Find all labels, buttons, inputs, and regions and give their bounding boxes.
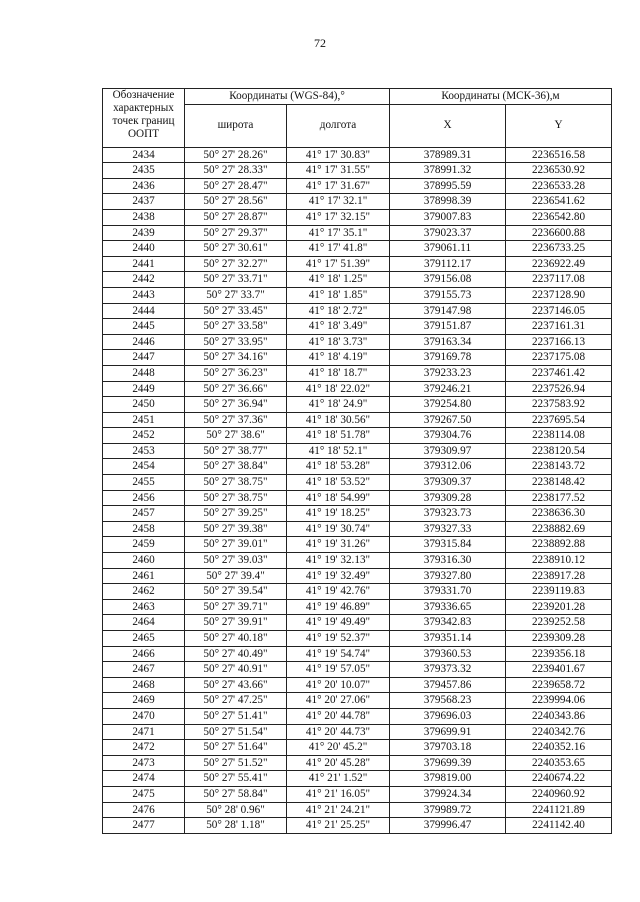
table-row <box>103 724 612 740</box>
x-cell: 379309.28 <box>390 490 506 506</box>
table-row <box>103 568 612 584</box>
point-id-cell: 2446 <box>103 334 185 350</box>
table-row <box>103 506 612 522</box>
latitude-cell: 50° 27' 40.91" <box>185 662 287 678</box>
longitude-cell: 41° 18' 2.72" <box>287 303 390 319</box>
x-cell: 379061.11 <box>390 241 506 257</box>
table-row <box>103 646 612 662</box>
x-cell: 379316.30 <box>390 553 506 569</box>
table-row <box>103 287 612 303</box>
table-row <box>103 631 612 647</box>
y-cell: 2238148.42 <box>506 475 612 491</box>
latitude-cell: 50° 27' 39.38" <box>185 521 287 537</box>
point-id-cell: 2461 <box>103 568 185 584</box>
latitude-cell: 50° 27' 51.52" <box>185 755 287 771</box>
table-row <box>103 740 612 756</box>
table-row <box>103 178 612 194</box>
longitude-cell: 41° 17' 35.1" <box>287 225 390 241</box>
point-id-cell: 2442 <box>103 272 185 288</box>
latitude-cell: 50° 27' 51.41" <box>185 708 287 724</box>
latitude-cell: 50° 27' 38.75" <box>185 490 287 506</box>
x-cell: 379924.34 <box>390 786 506 802</box>
latitude-cell: 50° 27' 39.91" <box>185 615 287 631</box>
longitude-cell: 41° 18' 3.73" <box>287 334 390 350</box>
longitude-cell: 41° 18' 4.19" <box>287 350 390 366</box>
latitude-cell: 50° 27' 47.25" <box>185 693 287 709</box>
y-cell: 2239356.18 <box>506 646 612 662</box>
point-id-cell: 2456 <box>103 490 185 506</box>
latitude-cell: 50° 27' 38.77" <box>185 443 287 459</box>
x-cell: 379351.14 <box>390 631 506 647</box>
point-id-cell: 2477 <box>103 818 185 834</box>
point-id-cell: 2475 <box>103 786 185 802</box>
latitude-cell: 50° 27' 39.54" <box>185 584 287 600</box>
latitude-cell: 50° 27' 28.47" <box>185 178 287 194</box>
table-row <box>103 256 612 272</box>
x-cell: 379568.23 <box>390 693 506 709</box>
latitude-cell: 50° 27' 28.56" <box>185 194 287 210</box>
point-id-cell: 2463 <box>103 599 185 615</box>
latitude-cell: 50° 27' 33.7" <box>185 287 287 303</box>
y-cell: 2239658.72 <box>506 677 612 693</box>
longitude-cell: 41° 18' 24.9" <box>287 397 390 413</box>
longitude-cell: 41° 18' 52.1" <box>287 443 390 459</box>
longitude-cell: 41° 17' 31.67" <box>287 178 390 194</box>
longitude-cell: 41° 18' 53.52" <box>287 475 390 491</box>
y-cell: 2239119.83 <box>506 584 612 600</box>
x-cell: 379155.73 <box>390 287 506 303</box>
longitude-cell: 41° 18' 53.28" <box>287 459 390 475</box>
y-cell: 2239252.58 <box>506 615 612 631</box>
latitude-cell: 50° 27' 39.01" <box>185 537 287 553</box>
y-cell: 2240353.65 <box>506 755 612 771</box>
longitude-cell: 41° 19' 54.74" <box>287 646 390 662</box>
table-row <box>103 802 612 818</box>
longitude-cell: 41° 20' 10.07" <box>287 677 390 693</box>
latitude-cell: 50° 27' 33.95" <box>185 334 287 350</box>
table-row <box>103 490 612 506</box>
x-cell: 379703.18 <box>390 740 506 756</box>
latitude-cell: 50° 27' 33.71" <box>185 272 287 288</box>
page-number: 72 <box>314 36 326 50</box>
x-cell: 379163.34 <box>390 334 506 350</box>
header-msk36-group: Координаты (МСК-36),м <box>390 89 612 105</box>
latitude-cell: 50° 27' 28.87" <box>185 209 287 225</box>
y-cell: 2236530.92 <box>506 163 612 179</box>
latitude-cell: 50° 27' 33.45" <box>185 303 287 319</box>
table-row <box>103 365 612 381</box>
x-cell: 379699.39 <box>390 755 506 771</box>
latitude-cell: 50° 27' 51.64" <box>185 740 287 756</box>
y-cell: 2238910.12 <box>506 553 612 569</box>
longitude-cell: 41° 20' 44.73" <box>287 724 390 740</box>
table-row <box>103 147 612 163</box>
x-cell: 379007.83 <box>390 209 506 225</box>
y-cell: 2240342.76 <box>506 724 612 740</box>
point-id-cell: 2469 <box>103 693 185 709</box>
x-cell: 379112.17 <box>390 256 506 272</box>
x-cell: 379342.83 <box>390 615 506 631</box>
latitude-cell: 50° 27' 39.4" <box>185 568 287 584</box>
point-id-cell: 2438 <box>103 209 185 225</box>
y-cell: 2236516.58 <box>506 147 612 163</box>
header-wgs84-group: Координаты (WGS-84),° <box>185 89 390 105</box>
x-cell: 379327.80 <box>390 568 506 584</box>
latitude-cell: 50° 27' 51.54" <box>185 724 287 740</box>
latitude-cell: 50° 27' 28.26" <box>185 147 287 163</box>
table-row <box>103 163 612 179</box>
longitude-cell: 41° 21' 24.21" <box>287 802 390 818</box>
longitude-cell: 41° 21' 25.25" <box>287 818 390 834</box>
x-cell: 379267.50 <box>390 412 506 428</box>
y-cell: 2240343.86 <box>506 708 612 724</box>
longitude-cell: 41° 18' 1.25" <box>287 272 390 288</box>
x-cell: 379169.78 <box>390 350 506 366</box>
x-cell: 379147.98 <box>390 303 506 319</box>
y-cell: 2238177.52 <box>506 490 612 506</box>
point-id-cell: 2468 <box>103 677 185 693</box>
y-cell: 2237128.90 <box>506 287 612 303</box>
longitude-cell: 41° 20' 45.2" <box>287 740 390 756</box>
longitude-cell: 41° 18' 30.56" <box>287 412 390 428</box>
y-cell: 2238143.72 <box>506 459 612 475</box>
point-id-cell: 2453 <box>103 443 185 459</box>
point-id-cell: 2459 <box>103 537 185 553</box>
x-cell: 379315.84 <box>390 537 506 553</box>
y-cell: 2237583.92 <box>506 397 612 413</box>
longitude-cell: 41° 17' 32.15" <box>287 209 390 225</box>
latitude-cell: 50° 27' 37.36" <box>185 412 287 428</box>
table-row <box>103 428 612 444</box>
point-id-cell: 2460 <box>103 553 185 569</box>
point-id-cell: 2448 <box>103 365 185 381</box>
y-cell: 2236733.25 <box>506 241 612 257</box>
table-row <box>103 334 612 350</box>
header-longitude: долгота <box>287 104 390 147</box>
latitude-cell: 50° 27' 58.84" <box>185 786 287 802</box>
point-id-cell: 2464 <box>103 615 185 631</box>
x-cell: 379151.87 <box>390 319 506 335</box>
longitude-cell: 41° 19' 31.26" <box>287 537 390 553</box>
point-id-cell: 2440 <box>103 241 185 257</box>
table-row <box>103 708 612 724</box>
table-row <box>103 662 612 678</box>
latitude-cell: 50° 27' 36.66" <box>185 381 287 397</box>
y-cell: 2236533.28 <box>506 178 612 194</box>
x-cell: 379996.47 <box>390 818 506 834</box>
x-cell: 379246.21 <box>390 381 506 397</box>
point-id-cell: 2445 <box>103 319 185 335</box>
latitude-cell: 50° 27' 55.41" <box>185 771 287 787</box>
x-cell: 379819.00 <box>390 771 506 787</box>
latitude-cell: 50° 27' 36.94" <box>185 397 287 413</box>
point-id-cell: 2467 <box>103 662 185 678</box>
y-cell: 2241142.40 <box>506 818 612 834</box>
x-cell: 379327.33 <box>390 521 506 537</box>
x-cell: 379323.73 <box>390 506 506 522</box>
point-id-cell: 2454 <box>103 459 185 475</box>
y-cell: 2237175.08 <box>506 350 612 366</box>
longitude-cell: 41° 19' 32.49" <box>287 568 390 584</box>
table-row <box>103 771 612 787</box>
latitude-cell: 50° 27' 43.66" <box>185 677 287 693</box>
latitude-cell: 50° 28' 0.96" <box>185 802 287 818</box>
x-cell: 378998.39 <box>390 194 506 210</box>
header-point-designation: Обозначение характерных точек границ ООПТ <box>103 89 185 148</box>
point-id-cell: 2436 <box>103 178 185 194</box>
y-cell: 2238882.69 <box>506 521 612 537</box>
longitude-cell: 41° 21' 16.05" <box>287 786 390 802</box>
table-row <box>103 209 612 225</box>
table-row <box>103 818 612 834</box>
table-row <box>103 475 612 491</box>
longitude-cell: 41° 19' 30.74" <box>287 521 390 537</box>
longitude-cell: 41° 18' 54.99" <box>287 490 390 506</box>
latitude-cell: 50° 28' 1.18" <box>185 818 287 834</box>
y-cell: 2237117.08 <box>506 272 612 288</box>
longitude-cell: 41° 18' 3.49" <box>287 319 390 335</box>
y-cell: 2236542.80 <box>506 209 612 225</box>
x-cell: 378991.32 <box>390 163 506 179</box>
point-id-cell: 2462 <box>103 584 185 600</box>
x-cell: 379699.91 <box>390 724 506 740</box>
point-id-cell: 2470 <box>103 708 185 724</box>
longitude-cell: 41° 19' 42.76" <box>287 584 390 600</box>
y-cell: 2238114.08 <box>506 428 612 444</box>
y-cell: 2237461.42 <box>506 365 612 381</box>
longitude-cell: 41° 19' 57.05" <box>287 662 390 678</box>
table-row <box>103 272 612 288</box>
table-row <box>103 225 612 241</box>
point-id-cell: 2476 <box>103 802 185 818</box>
point-id-cell: 2450 <box>103 397 185 413</box>
longitude-cell: 41° 20' 27.06" <box>287 693 390 709</box>
table-row <box>103 412 612 428</box>
y-cell: 2240960.92 <box>506 786 612 802</box>
latitude-cell: 50° 27' 39.03" <box>185 553 287 569</box>
y-cell: 2239201.28 <box>506 599 612 615</box>
x-cell: 379233.23 <box>390 365 506 381</box>
point-id-cell: 2472 <box>103 740 185 756</box>
point-id-cell: 2465 <box>103 631 185 647</box>
x-cell: 378989.31 <box>390 147 506 163</box>
point-id-cell: 2452 <box>103 428 185 444</box>
header-latitude: широта <box>185 104 287 147</box>
y-cell: 2236600.88 <box>506 225 612 241</box>
table-header <box>103 89 612 148</box>
y-cell: 2238120.54 <box>506 443 612 459</box>
table-row <box>103 194 612 210</box>
table-row <box>103 553 612 569</box>
latitude-cell: 50° 27' 34.16" <box>185 350 287 366</box>
x-cell: 379312.06 <box>390 459 506 475</box>
y-cell: 2238636.30 <box>506 506 612 522</box>
point-id-cell: 2441 <box>103 256 185 272</box>
longitude-cell: 41° 17' 31.55" <box>287 163 390 179</box>
y-cell: 2241121.89 <box>506 802 612 818</box>
table-row <box>103 677 612 693</box>
y-cell: 2237166.13 <box>506 334 612 350</box>
x-cell: 379331.70 <box>390 584 506 600</box>
table-row <box>103 755 612 771</box>
y-cell: 2238917.28 <box>506 568 612 584</box>
y-cell: 2236922.49 <box>506 256 612 272</box>
longitude-cell: 41° 18' 22.02" <box>287 381 390 397</box>
point-id-cell: 2447 <box>103 350 185 366</box>
point-id-cell: 2458 <box>103 521 185 537</box>
point-id-cell: 2434 <box>103 147 185 163</box>
latitude-cell: 50° 27' 32.27" <box>185 256 287 272</box>
x-cell: 379156.08 <box>390 272 506 288</box>
point-id-cell: 2457 <box>103 506 185 522</box>
longitude-cell: 41° 18' 51.78" <box>287 428 390 444</box>
latitude-cell: 50° 27' 29.37" <box>185 225 287 241</box>
point-id-cell: 2435 <box>103 163 185 179</box>
x-cell: 379373.32 <box>390 662 506 678</box>
table-row <box>103 443 612 459</box>
y-cell: 2237161.31 <box>506 319 612 335</box>
latitude-cell: 50° 27' 30.61" <box>185 241 287 257</box>
x-cell: 379309.97 <box>390 443 506 459</box>
longitude-cell: 41° 19' 52.37" <box>287 631 390 647</box>
y-cell: 2239309.28 <box>506 631 612 647</box>
x-cell: 379989.72 <box>390 802 506 818</box>
y-cell: 2237146.05 <box>506 303 612 319</box>
x-cell: 378995.59 <box>390 178 506 194</box>
point-id-cell: 2473 <box>103 755 185 771</box>
longitude-cell: 41° 20' 44.78" <box>287 708 390 724</box>
y-cell: 2237695.54 <box>506 412 612 428</box>
header-x: X <box>390 104 506 147</box>
table-row <box>103 241 612 257</box>
longitude-cell: 41° 17' 32.1" <box>287 194 390 210</box>
point-id-cell: 2455 <box>103 475 185 491</box>
point-id-cell: 2443 <box>103 287 185 303</box>
point-id-cell: 2449 <box>103 381 185 397</box>
point-id-cell: 2471 <box>103 724 185 740</box>
point-id-cell: 2437 <box>103 194 185 210</box>
longitude-cell: 41° 17' 41.8" <box>287 241 390 257</box>
table-row <box>103 537 612 553</box>
table-row <box>103 693 612 709</box>
table-row <box>103 584 612 600</box>
x-cell: 379304.76 <box>390 428 506 444</box>
latitude-cell: 50° 27' 38.84" <box>185 459 287 475</box>
longitude-cell: 41° 19' 46.89" <box>287 599 390 615</box>
y-cell: 2240352.16 <box>506 740 612 756</box>
x-cell: 379254.80 <box>390 397 506 413</box>
latitude-cell: 50° 27' 28.33" <box>185 163 287 179</box>
longitude-cell: 41° 17' 51.39" <box>287 256 390 272</box>
latitude-cell: 50° 27' 39.25" <box>185 506 287 522</box>
point-id-cell: 2439 <box>103 225 185 241</box>
x-cell: 379023.37 <box>390 225 506 241</box>
x-cell: 379457.86 <box>390 677 506 693</box>
y-cell: 2237526.94 <box>506 381 612 397</box>
table-row <box>103 381 612 397</box>
longitude-cell: 41° 20' 45.28" <box>287 755 390 771</box>
longitude-cell: 41° 18' 18.7" <box>287 365 390 381</box>
y-cell: 2238892.88 <box>506 537 612 553</box>
latitude-cell: 50° 27' 40.49" <box>185 646 287 662</box>
table-row <box>103 521 612 537</box>
table-row <box>103 786 612 802</box>
table-row <box>103 397 612 413</box>
point-id-cell: 2444 <box>103 303 185 319</box>
latitude-cell: 50° 27' 33.58" <box>185 319 287 335</box>
point-id-cell: 2451 <box>103 412 185 428</box>
latitude-cell: 50° 27' 39.71" <box>185 599 287 615</box>
y-cell: 2239994.06 <box>506 693 612 709</box>
table-row <box>103 459 612 475</box>
latitude-cell: 50° 27' 38.6" <box>185 428 287 444</box>
y-cell: 2240674.22 <box>506 771 612 787</box>
longitude-cell: 41° 18' 1.85" <box>287 287 390 303</box>
longitude-cell: 41° 21' 1.52" <box>287 771 390 787</box>
point-id-cell: 2474 <box>103 771 185 787</box>
table-row <box>103 599 612 615</box>
latitude-cell: 50° 27' 40.18" <box>185 631 287 647</box>
y-cell: 2239401.67 <box>506 662 612 678</box>
x-cell: 379696.03 <box>390 708 506 724</box>
longitude-cell: 41° 17' 30.83" <box>287 147 390 163</box>
table-row <box>103 319 612 335</box>
header-y: Y <box>506 104 612 147</box>
y-cell: 2236541.62 <box>506 194 612 210</box>
coordinates-table <box>102 88 612 834</box>
x-cell: 379336.65 <box>390 599 506 615</box>
table-body <box>103 147 612 833</box>
x-cell: 379309.37 <box>390 475 506 491</box>
table-row <box>103 350 612 366</box>
latitude-cell: 50° 27' 38.75" <box>185 475 287 491</box>
table-row <box>103 615 612 631</box>
table-row <box>103 303 612 319</box>
longitude-cell: 41° 19' 49.49" <box>287 615 390 631</box>
point-id-cell: 2466 <box>103 646 185 662</box>
x-cell: 379360.53 <box>390 646 506 662</box>
longitude-cell: 41° 19' 18.25" <box>287 506 390 522</box>
longitude-cell: 41° 19' 32.13" <box>287 553 390 569</box>
latitude-cell: 50° 27' 36.23" <box>185 365 287 381</box>
